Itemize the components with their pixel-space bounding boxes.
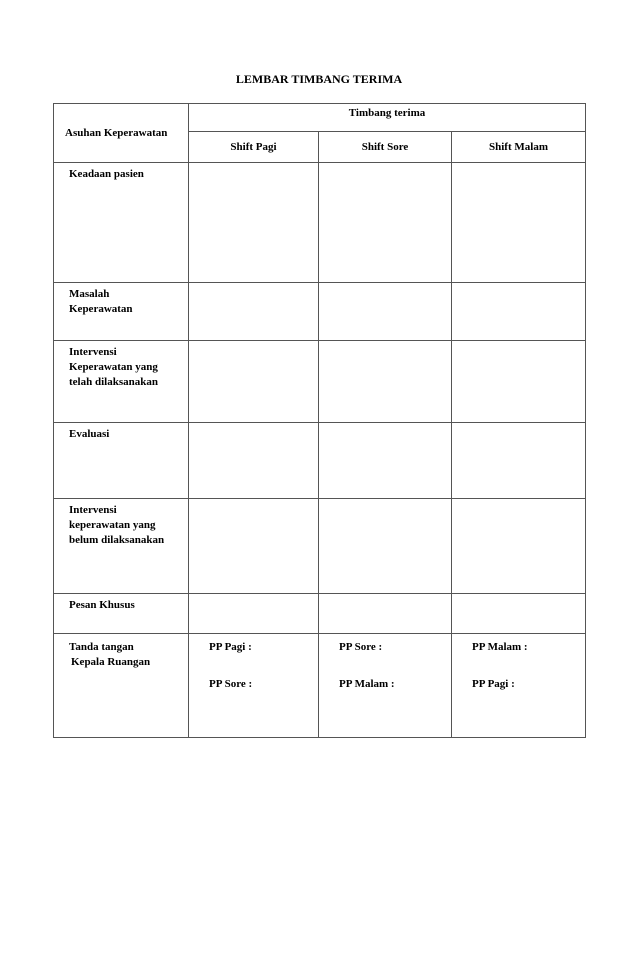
cell-malam-intervensi-belum[interactable] <box>452 499 586 594</box>
label-line: belum dilaksanakan <box>69 534 165 546</box>
shift-malam-header: Shift Malam <box>452 132 586 163</box>
cell-malam-evaluasi[interactable] <box>452 423 586 499</box>
label-line: Keperawatan yang <box>69 361 158 373</box>
pp-malam-label: PP Malam : <box>339 678 395 690</box>
pp-malam-label: PP Malam : <box>472 641 528 653</box>
cell-sore-evaluasi[interactable] <box>319 423 452 499</box>
cell-pagi-intervensi-belum[interactable] <box>189 499 319 594</box>
row-label-intervensi-belum <box>54 499 189 594</box>
label-line: Pesan Khusus <box>69 599 135 611</box>
cell-sore-pesan-khusus[interactable] <box>319 594 452 634</box>
label-line: Intervensi <box>69 346 117 358</box>
shift-pagi-header: Shift Pagi <box>189 132 319 163</box>
cell-pagi-evaluasi[interactable] <box>189 423 319 499</box>
row-label-intervensi-dilaksanakan <box>54 341 189 423</box>
cell-sore-intervensi-dilaksanakan[interactable] <box>319 341 452 423</box>
row-tanda-tangan <box>54 634 586 738</box>
label-line: Keperawatan <box>69 303 133 315</box>
row-intervensi-dilaksanakan <box>54 341 586 423</box>
label-line: Keadaan pasien <box>69 168 144 180</box>
row-keadaan-pasien <box>54 163 586 283</box>
row-pesan-khusus <box>54 594 586 634</box>
cell-malam-masalah[interactable] <box>452 283 586 341</box>
pp-pagi-label: PP Pagi : <box>472 678 515 690</box>
timbang-terima-header: Timbang terima <box>189 104 586 132</box>
cell-pagi-masalah[interactable] <box>189 283 319 341</box>
cell-malam-keadaan-pasien[interactable] <box>452 163 586 283</box>
cell-pagi-keadaan-pasien[interactable] <box>189 163 319 283</box>
signature-cell-pagi[interactable] <box>189 634 319 738</box>
label-line: Masalah <box>69 288 110 300</box>
row-label-evaluasi <box>54 423 189 499</box>
label-line: keperawatan yang <box>69 519 156 531</box>
row-masalah-keperawatan <box>54 283 586 341</box>
cell-malam-pesan-khusus[interactable] <box>452 594 586 634</box>
row-evaluasi <box>54 423 586 499</box>
label-line: Evaluasi <box>69 428 110 440</box>
pp-sore-label: PP Sore : <box>209 678 253 690</box>
row-label-masalah-keperawatan <box>54 283 189 341</box>
cell-sore-intervensi-belum[interactable] <box>319 499 452 594</box>
row-label-tanda-tangan <box>54 634 189 738</box>
cell-sore-masalah[interactable] <box>319 283 452 341</box>
signature-cell-sore[interactable] <box>319 634 452 738</box>
pp-sore-label: PP Sore : <box>339 641 383 653</box>
cell-pagi-pesan-khusus[interactable] <box>189 594 319 634</box>
row-label-pesan-khusus <box>54 594 189 634</box>
asuhan-keperawatan-header: Asuhan Keperawatan <box>54 104 189 163</box>
handover-table <box>53 103 586 738</box>
shift-sore-header: Shift Sore <box>319 132 452 163</box>
label-line: telah dilaksanakan <box>69 376 158 388</box>
row-label-keadaan-pasien <box>54 163 189 283</box>
label-line: Kepala Ruangan <box>71 656 151 668</box>
cell-pagi-intervensi-dilaksanakan[interactable] <box>189 341 319 423</box>
cell-sore-keadaan-pasien[interactable] <box>319 163 452 283</box>
document-title: LEMBAR TIMBANG TERIMA <box>235 72 403 86</box>
label-line: Intervensi <box>69 504 117 516</box>
label-line: Tanda tangan <box>69 641 134 653</box>
signature-cell-malam[interactable] <box>452 634 586 738</box>
pp-pagi-label: PP Pagi : <box>209 641 252 653</box>
cell-malam-intervensi-dilaksanakan[interactable] <box>452 341 586 423</box>
row-intervensi-belum <box>54 499 586 594</box>
